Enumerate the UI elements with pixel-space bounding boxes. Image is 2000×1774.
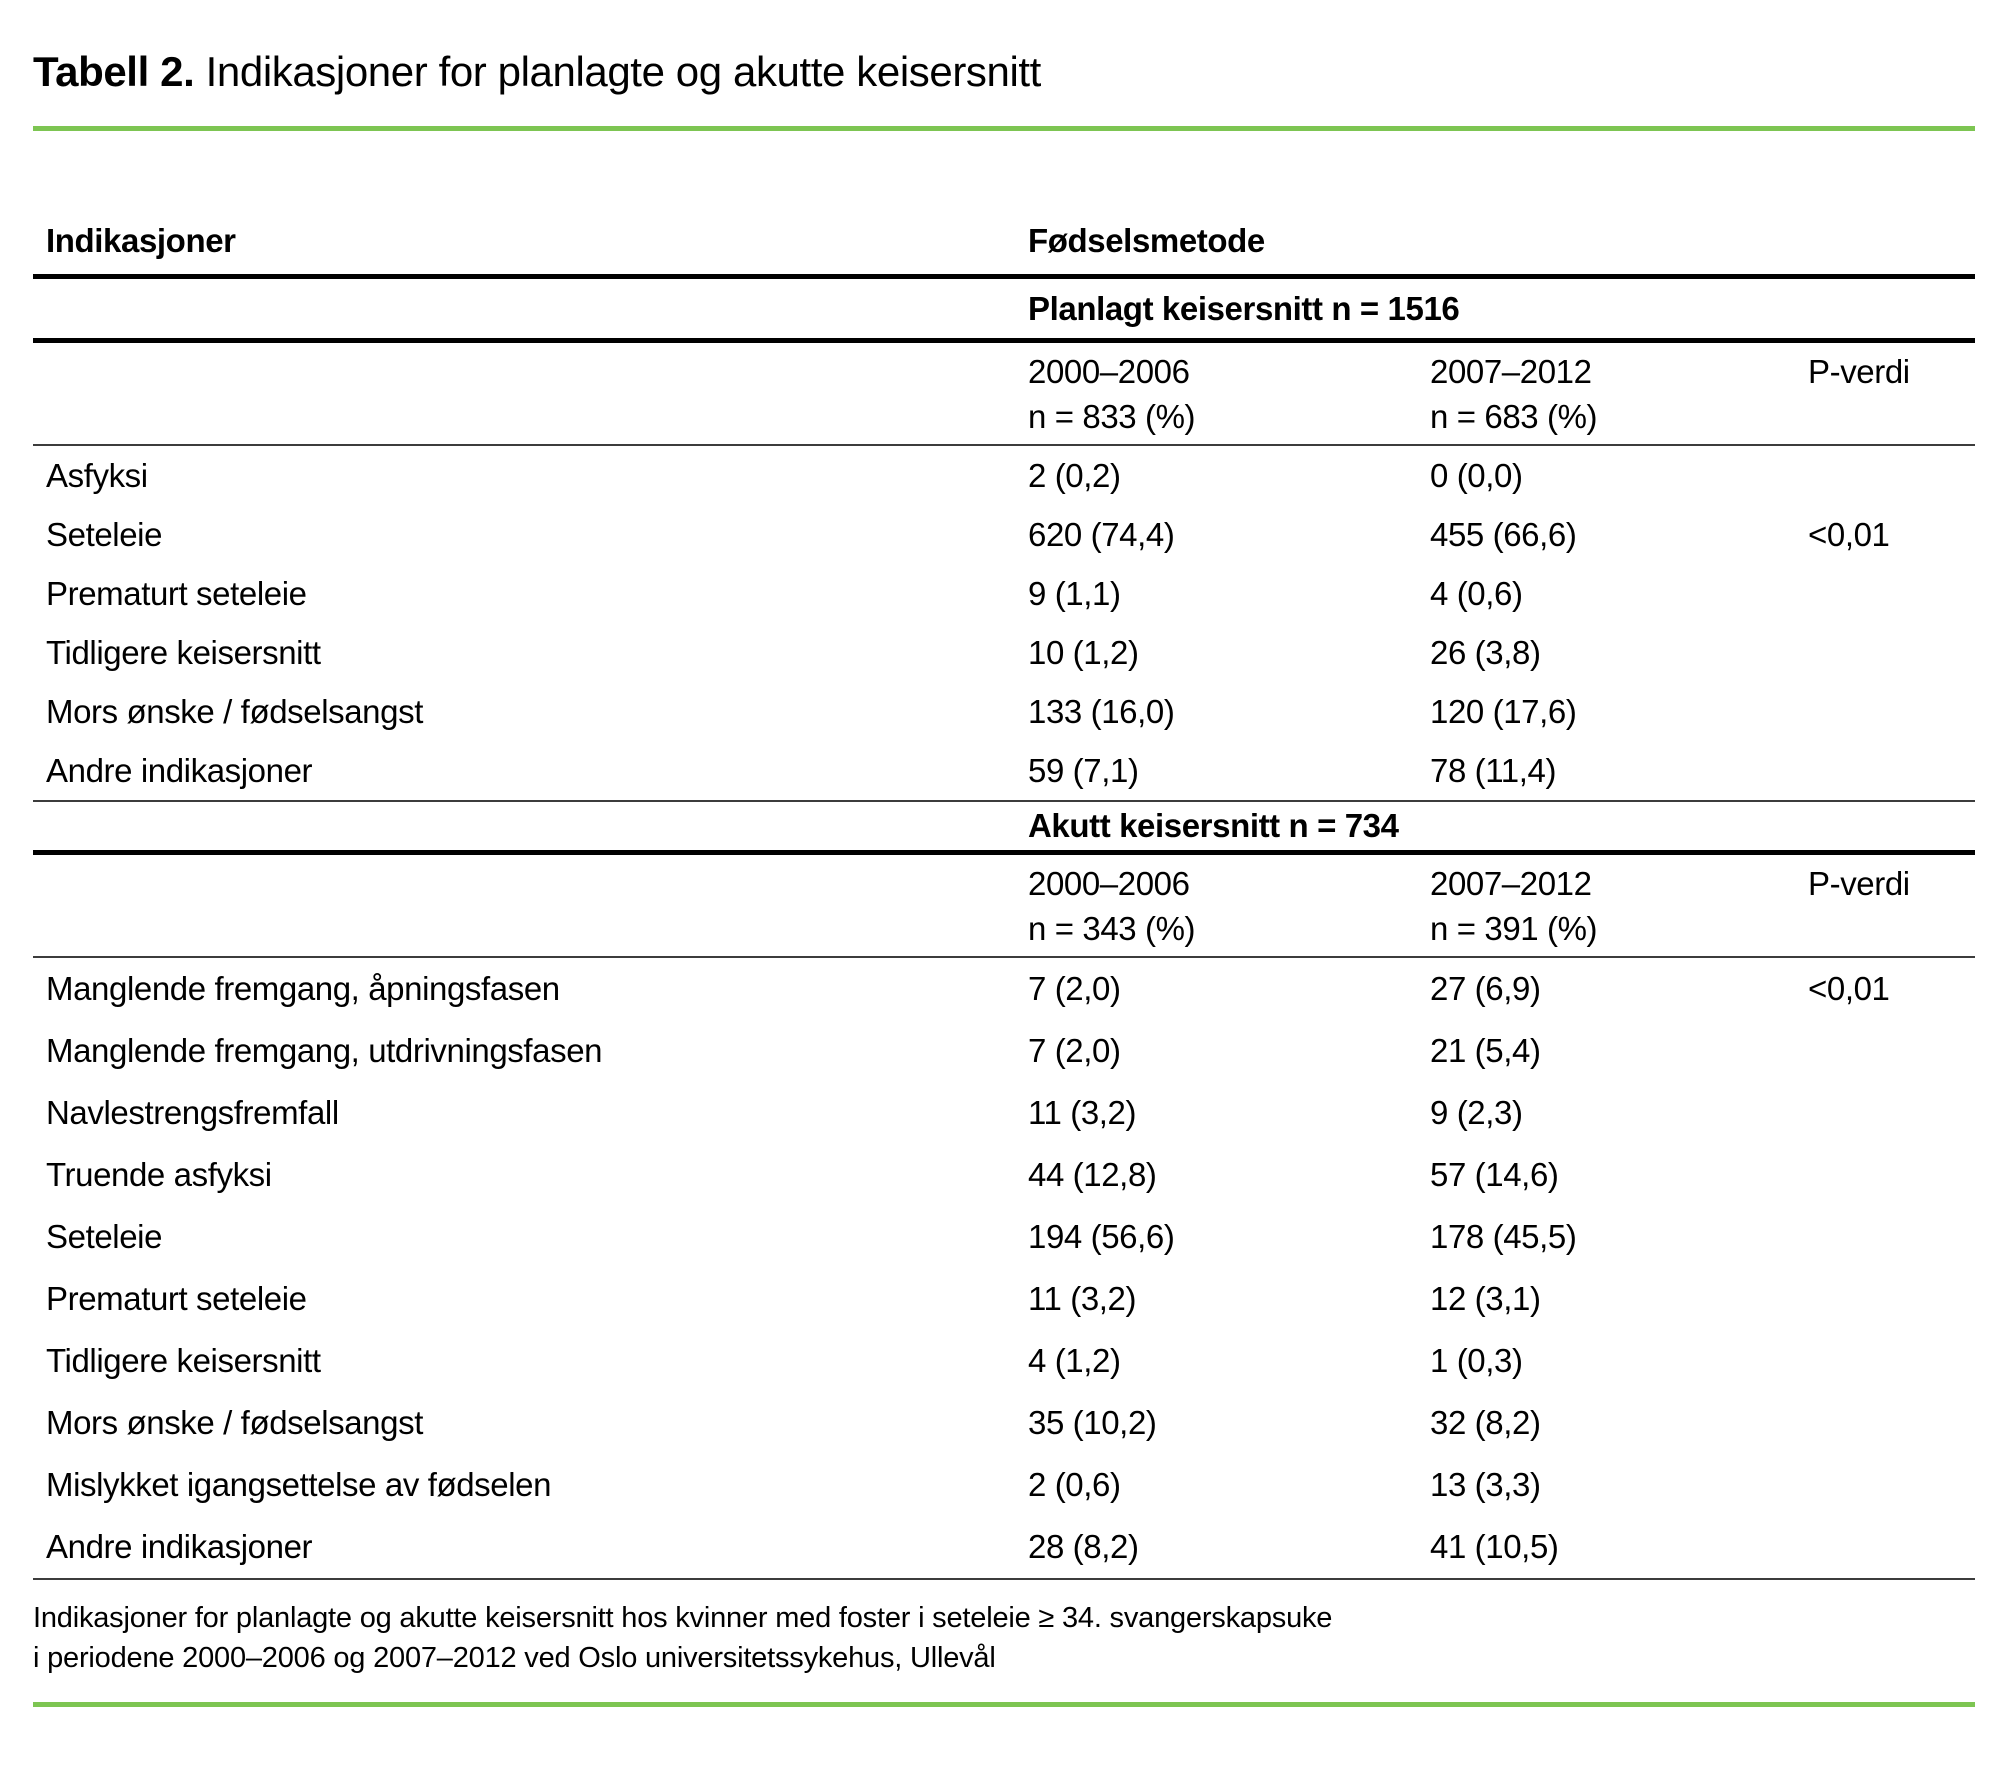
period2-n: n = 391 (%) <box>1430 910 1598 947</box>
row-label: Seteleie <box>46 1218 163 1255</box>
row-value-period2: 27 (6,9) <box>1430 970 1541 1007</box>
table-row <box>33 623 1975 682</box>
period1-n: n = 833 (%) <box>1028 398 1196 435</box>
period2-years: 2007–2012 <box>1430 865 1592 902</box>
table-row <box>33 505 1975 564</box>
row-value-period2: 21 (5,4) <box>1430 1032 1541 1069</box>
table-row <box>33 1144 1975 1206</box>
row-value-period2: 41 (10,5) <box>1430 1528 1559 1565</box>
period1-years: 2000–2006 <box>1028 353 1190 390</box>
period1-header <box>1028 861 1430 951</box>
row-label: Manglende fremgang, åpningsfasen <box>46 970 560 1007</box>
table-row <box>33 1082 1975 1144</box>
table-row <box>33 682 1975 741</box>
table-row <box>33 1516 1975 1578</box>
row-label: Andre indikasjoner <box>46 751 313 789</box>
table-title <box>33 44 1975 100</box>
table-row <box>33 1330 1975 1392</box>
footnote-line-1: Indikasjoner for planlagte og akutte keisersnitt hos kvinner med foster i seteleie ≥ 34. svangerskapsuke <box>33 1602 1333 1634</box>
period2-header <box>1430 349 1808 439</box>
row-label: Tidligere keisersnitt <box>46 633 321 671</box>
table-row <box>33 958 1975 1020</box>
table-row <box>33 1454 1975 1516</box>
row-value-period2: 78 (11,4) <box>1430 751 1557 789</box>
row-value-period2: 455 (66,6) <box>1430 515 1577 553</box>
row-value-period2: 0 (0,0) <box>1430 456 1523 494</box>
row-value-period2: 9 (2,3) <box>1430 1094 1523 1131</box>
table-header-row <box>33 131 1975 274</box>
footnote-line-2: i periodene 2000–2006 og 2007–2012 ved Oslo universitetssykehus, Ullevål <box>33 1642 996 1674</box>
section-title: Akutt keisersnitt n = 734 <box>1028 807 1399 844</box>
row-label: Prematurt seteleie <box>46 1280 307 1317</box>
divider-thin <box>33 1578 1975 1580</box>
row-value-period2: 26 (3,8) <box>1430 633 1541 671</box>
row-label: Mislykket igangsettelse av fødselen <box>46 1466 552 1503</box>
row-value-period2: 32 (8,2) <box>1430 1404 1541 1441</box>
row-value-period1: 2 (0,6) <box>1028 1466 1121 1503</box>
section-header-akutt <box>33 802 1975 850</box>
row-value-period1: 9 (1,1) <box>1028 574 1121 612</box>
row-value-period1: 2 (0,2) <box>1028 456 1121 494</box>
row-value-period1: 11 (3,2) <box>1028 1280 1137 1317</box>
row-value-period2: 13 (3,3) <box>1430 1466 1541 1503</box>
row-value-period1: 35 (10,2) <box>1028 1404 1157 1441</box>
row-value-period1: 11 (3,2) <box>1028 1094 1137 1131</box>
table-title-text: Indikasjoner for planlagte og akutte keisersnitt <box>194 48 1041 95</box>
row-label: Prematurt seteleie <box>46 574 307 612</box>
bottom-accent-rule <box>33 1702 1975 1707</box>
column-headers-planlagt <box>33 343 1975 444</box>
table-row <box>33 564 1975 623</box>
row-value-period1: 7 (2,0) <box>1028 970 1121 1007</box>
table-row <box>33 741 1975 800</box>
row-value-period2: 12 (3,1) <box>1430 1280 1541 1317</box>
row-label: Andre indikasjoner <box>46 1528 313 1565</box>
period2-n: n = 683 (%) <box>1430 398 1598 435</box>
section-header-planlagt <box>33 279 1975 338</box>
row-value-period1: 133 (16,0) <box>1028 692 1175 730</box>
table-footnote <box>33 1598 1975 1678</box>
row-value-period1: 620 (74,4) <box>1028 515 1175 553</box>
row-value-period2: 4 (0,6) <box>1430 574 1523 612</box>
row-value-period1: 44 (12,8) <box>1028 1156 1157 1193</box>
pvalue-column-header: P-verdi <box>1808 865 1910 902</box>
table-number: Tabell 2. <box>33 48 195 95</box>
row-label: Manglende fremgang, utdrivningsfasen <box>46 1032 603 1069</box>
table-figure <box>33 44 1975 1707</box>
row-label: Tidligere keisersnitt <box>46 1342 321 1379</box>
row-value-period2: 178 (45,5) <box>1430 1218 1577 1255</box>
row-pvalue: <0,01 <box>1808 515 1890 553</box>
row-value-period1: 59 (7,1) <box>1028 751 1139 789</box>
table-row <box>33 1392 1975 1454</box>
row-pvalue: <0,01 <box>1808 970 1890 1007</box>
table-row <box>33 1020 1975 1082</box>
spacer-cell <box>33 861 1028 951</box>
table-row <box>33 446 1975 505</box>
spacer-cell <box>33 349 1028 439</box>
table-row <box>33 1206 1975 1268</box>
row-value-period1: 10 (1,2) <box>1028 633 1139 671</box>
period1-header <box>1028 349 1430 439</box>
row-label: Seteleie <box>46 515 163 553</box>
pvalue-column-header: P-verdi <box>1808 353 1910 390</box>
row-value-period2: 57 (14,6) <box>1430 1156 1559 1193</box>
row-value-period2: 1 (0,3) <box>1430 1342 1523 1379</box>
section-title: Planlagt keisersnitt n = 1516 <box>1028 289 1460 327</box>
row-value-period1: 194 (56,6) <box>1028 1218 1175 1255</box>
period1-n: n = 343 (%) <box>1028 910 1196 947</box>
row-label: Navlestrengsfremfall <box>46 1094 339 1131</box>
method-column-header: Fødselsmetode <box>1028 222 1265 259</box>
period1-years: 2000–2006 <box>1028 865 1190 902</box>
row-label: Mors ønske / fødselsangst <box>46 692 423 730</box>
column-headers-akutt <box>33 855 1975 956</box>
row-label: Asfyksi <box>46 456 148 494</box>
period2-header <box>1430 861 1808 951</box>
row-label: Truende asfyksi <box>46 1156 272 1193</box>
row-value-period2: 120 (17,6) <box>1430 692 1577 730</box>
row-value-period1: 4 (1,2) <box>1028 1342 1121 1379</box>
table-row <box>33 1268 1975 1330</box>
period2-years: 2007–2012 <box>1430 353 1592 390</box>
row-label: Mors ønske / fødselsangst <box>46 1404 423 1441</box>
indications-column-header: Indikasjoner <box>46 222 236 259</box>
row-value-period1: 7 (2,0) <box>1028 1032 1121 1069</box>
row-value-period1: 28 (8,2) <box>1028 1528 1139 1565</box>
